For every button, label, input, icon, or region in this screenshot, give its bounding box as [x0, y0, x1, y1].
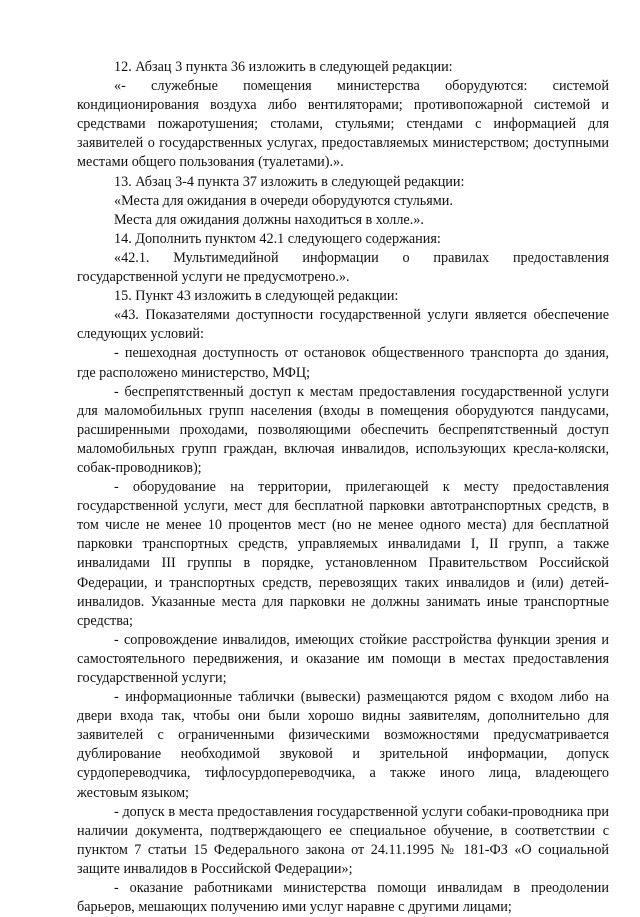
paragraph-staff-assistance: - оказание работниками министерства помощи инвалидам в преодолении барьеров, мешающих получению ими услуг наравне с другими лицами; — [77, 880, 609, 916]
paragraph-item-12: 12. Абзац 3 пункта 36 изложить в следующей редакции: — [114, 59, 453, 75]
paragraph-pedestrian-access: - пешеходная доступность от остановок общественного транспорта до здания, где расположено министерство, МФЦ; — [77, 345, 609, 381]
paragraph-waiting-hall: Места для ожидания должны находиться в холле.». — [114, 211, 424, 228]
paragraph-item-14: 14. Дополнить пунктом 42.1 следующего содержания: — [114, 230, 441, 247]
paragraph-multimedia: «42.1. Мультимедийной информации о правилах предоставления государственной услуги не предусмотрено.». — [77, 249, 609, 286]
paragraph-guide-dog: - допуск в места предоставления государственной услуги собаки-проводника при наличии документа, подтверждающего ее специальное обучение, в соответствии с пунктом 7 статьи 15 Федерального закона от 24.11.1995 № 181-ФЗ «О социальной защите инвалидов в Российской Федерации»; — [77, 803, 609, 877]
paragraph-item-15: 15. Пункт 43 изложить в следующей редакции: — [114, 288, 399, 305]
paragraph-service-rooms: «- служебные помещения министерства оборудуются: системой кондиционирования воздуха либо вентиляторами; противопожарной системой и средствами пожаротушения; столами, стульями; стендами с информацией для заявителей о государственных услугах, предоставляемых министерством; доступными местами общего пользования (туалетами).». — [77, 78, 609, 171]
paragraph-escort: - сопровождение инвалидов, имеющих стойкие расстройства функции зрения и самостоятельного передвижения, и оказание им помощи в местах предоставления государственной услуги; — [77, 631, 609, 686]
paragraph-unobstructed-access: - беспрепятственный доступ к местам предоставления государственной услуги для маломобильных групп населения (входы в помещения оборудуются пандусами, расширенными проходами, позволяющими обеспечить беспрепятственный доступ маломобильных групп граждан, включая инвалидов, использующих кресла-коляски, собак-проводников); — [77, 383, 609, 476]
paragraph-accessibility-intro: «43. Показателями доступности государственной услуги является обеспечение следующих условий: — [77, 307, 609, 343]
document-body — [77, 58, 609, 917]
paragraph-signage: - информационные таблички (вывески) размещаются рядом с входом либо на двери входа так, чтобы они были хорошо видны заявителям, дополнительно для заявителей с ограниченными физическими возможностями предусматривается дублирование необходимой звуковой и зрительной информации, допуск сурдопереводчика, тифлосурдопереводчика, а также иного лица, владеющего жестовым языком; — [77, 689, 609, 801]
paragraph-waiting-chairs: «Места для ожидания в очереди оборудуются стульями. — [114, 192, 453, 209]
paragraph-parking: - оборудование на территории, прилегающей к месту предоставления государственной услуги, мест для бесплатной парковки автотранспортных средств, в том числе не менее 10 процентов мест (но не менее одного места) для бесплатной парковки транспортных средств, управляемых инвалидами I, II групп, а также инвалидами III группы в порядке, установленном Правительством Российской Федерации, и транспортных средств, перевозящих таких инвалидов и (или) детей-инвалидов. Указанные места для парковки не должны занимать иные транспортные средства; — [77, 479, 609, 629]
paragraph-item-13: 13. Абзац 3-4 пункта 37 изложить в следующей редакции: — [114, 173, 465, 190]
